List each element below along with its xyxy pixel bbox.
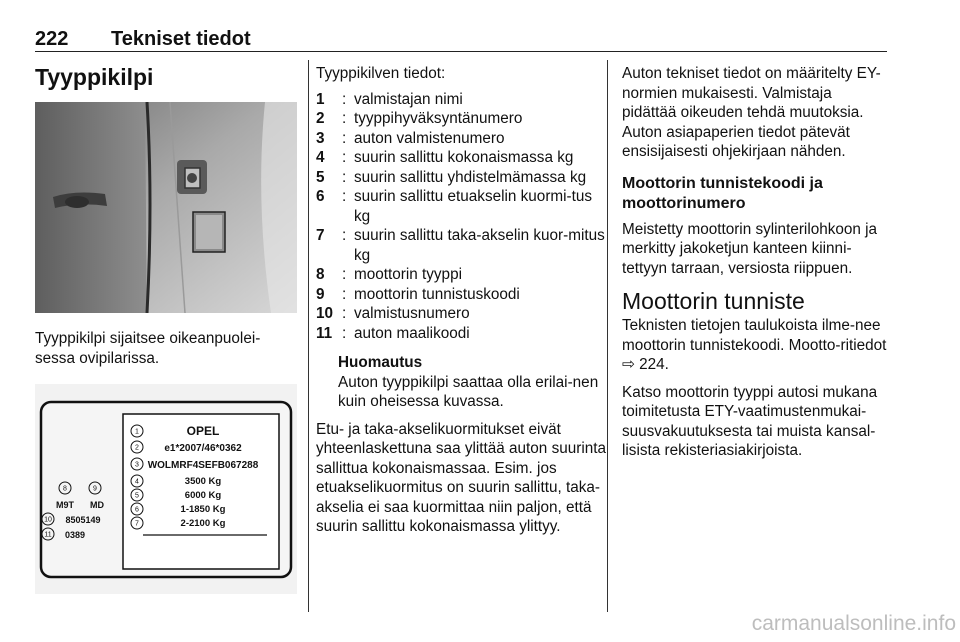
legend-item: 8 : moottorin tyyppi xyxy=(316,265,606,285)
type-plate-illustration xyxy=(35,384,297,594)
legend-list xyxy=(316,90,606,344)
plate-circle: 10 xyxy=(44,516,52,524)
plate-circle: 11 xyxy=(44,531,52,539)
plate-left-value: 0389 xyxy=(64,530,86,540)
column-left xyxy=(35,62,300,594)
legend-text: suurin sallittu taka-akselin kuor-mitus kg xyxy=(354,227,605,264)
plate-left-value: M9T xyxy=(56,500,74,510)
plate-circle: 6 xyxy=(135,506,139,514)
plate-left-value: MD xyxy=(90,500,104,510)
legend-text: suurin sallittu yhdistelmämassa kg xyxy=(354,168,587,186)
legend-number: 1 xyxy=(316,90,325,108)
door-pillar-photo xyxy=(35,102,297,313)
plate-circle: 1 xyxy=(135,428,139,436)
legend-item: 9 : moottorin tunnistuskoodi xyxy=(316,285,606,305)
watermark: carmanualsonline.info xyxy=(751,612,956,635)
legend-text: suurin sallittu kokonaismassa kg xyxy=(354,149,574,166)
page-number: 222 xyxy=(35,28,69,50)
legend-intro: Tyyppikilven tiedot: xyxy=(316,65,446,82)
plate-circle: 2 xyxy=(135,444,139,452)
note-box xyxy=(316,353,606,412)
plate-line: e1*2007/46*0362 xyxy=(164,443,242,454)
header-rule xyxy=(35,51,887,52)
legend-text: valmistajan nimi xyxy=(354,90,463,108)
legend-text: tyyppihyväksyntänumero xyxy=(354,110,523,127)
column-middle xyxy=(316,64,606,537)
spec-paragraph: Auton tekniset tiedot on määritelty EY-normien mukaisesti. Valmistaja pidättää oikeuden tehdä muutoksia. Auton asiapaperien tiedot pätevät ensisijaisesti ohjekirjaan nähden. xyxy=(622,65,881,160)
legend-number: 4 xyxy=(316,149,325,166)
legend-text: auton maalikoodi xyxy=(354,324,470,342)
engine-type-paragraph: Katso moottorin tyyppi autosi mukana toimitetusta ETY-vaatimustenmukai-suusvakuutuksesta tai muista kansal-lisista rekisteriasiakirjoista. xyxy=(622,383,878,459)
legend-text: valmistusnumero xyxy=(354,305,470,322)
legend-text: moottorin tyyppi xyxy=(354,266,462,283)
legend-number: 6 xyxy=(316,188,325,205)
legend-number: 7 xyxy=(316,227,325,244)
legend-item: 5 : suurin sallittu yhdistelmämassa kg xyxy=(316,168,606,188)
section-title: Tyyppikilpi xyxy=(35,64,154,90)
engine-id-paragraph: Teknisten tietojen taulukoista ilme-nee moottorin tunnistekoodi. Mootto-ritiedot ⇨ 224. xyxy=(622,317,887,373)
plate-circle: 3 xyxy=(135,461,139,469)
legend-number: 8 xyxy=(316,266,325,283)
plate-circle: 9 xyxy=(93,485,97,493)
plate-circle: 5 xyxy=(135,492,139,500)
column-right xyxy=(622,64,887,461)
legend-item: 10 : valmistusnumero xyxy=(316,304,606,324)
photo-caption: Tyyppikilpi sijaitsee oikeanpuolei-sessa ovipilarissa. xyxy=(35,330,261,367)
legend-item: 3 : auton valmistenumero xyxy=(316,129,606,149)
note-text: Auton tyyppikilpi saattaa olla erilai-nen kuin oheisessa kuvassa. xyxy=(338,373,599,410)
legend-item: 11 : auton maalikoodi xyxy=(316,324,606,344)
subsection-title: Moottorin tunnistekoodi ja moottorinumero xyxy=(622,174,823,212)
section-title-engine: Moottorin tunniste xyxy=(622,288,805,314)
plate-line: 6000 Kg xyxy=(184,490,222,501)
chapter-title: Tekniset tiedot xyxy=(111,28,251,50)
plate-line: 3500 Kg xyxy=(184,476,222,487)
plate-circle: 8 xyxy=(63,485,67,493)
plate-circle: 7 xyxy=(135,520,139,528)
legend-number: 10 xyxy=(316,305,334,322)
legend-text: auton valmistenumero xyxy=(354,129,505,147)
plate-line: OPEL xyxy=(186,424,220,438)
engine-number-paragraph: Meistetty moottorin sylinterilohkoon ja merkitty jakoketjun kanteen kiinni-tettyyn tarraan, versiosta riippuen. xyxy=(622,220,878,277)
legend-item: 4 : suurin sallittu kokonaismassa kg xyxy=(316,148,606,168)
legend-item: 6 : suurin sallittu etuakselin kuormi-tus kg xyxy=(316,187,606,226)
legend-text: suurin sallittu etuakselin kuormi-tus kg xyxy=(354,188,593,225)
note-title: Huomautus xyxy=(338,354,423,371)
legend-number: 2 xyxy=(316,110,325,127)
plate-line: WOLMRF4SEFB067288 xyxy=(147,460,259,471)
plate-line: 2-2100 Kg xyxy=(180,518,226,529)
column-divider xyxy=(308,60,309,612)
legend-item: 1 : valmistajan nimi xyxy=(316,90,606,110)
legend-number: 11 xyxy=(316,324,333,342)
legend-number: 3 xyxy=(316,129,325,147)
plate-line: 1-1850 Kg xyxy=(180,504,226,515)
axle-load-paragraph: Etu- ja taka-akselikuormitukset eivät yhteenlaskettuna saa ylittää auton suurinta sallittua kokonaismassaa. Esim. jos etuakselikuormitus on suurin sallittu, taka-akselia ei saa kuormittaa niin paljon, että suurin sallittu kokonaismassa ylittyy. xyxy=(316,420,606,535)
legend-number: 5 xyxy=(316,168,325,186)
legend-number: 9 xyxy=(316,285,325,303)
legend-item: 2 : tyyppihyväksyntänumero xyxy=(316,109,606,129)
column-divider xyxy=(607,60,608,612)
legend-item: 7 : suurin sallittu taka-akselin kuor-mitus kg xyxy=(316,227,605,264)
legend-text: moottorin tunnistuskoodi xyxy=(354,285,520,303)
plate-circle: 4 xyxy=(135,478,139,486)
plate-left-value: 8505149 xyxy=(65,515,101,525)
